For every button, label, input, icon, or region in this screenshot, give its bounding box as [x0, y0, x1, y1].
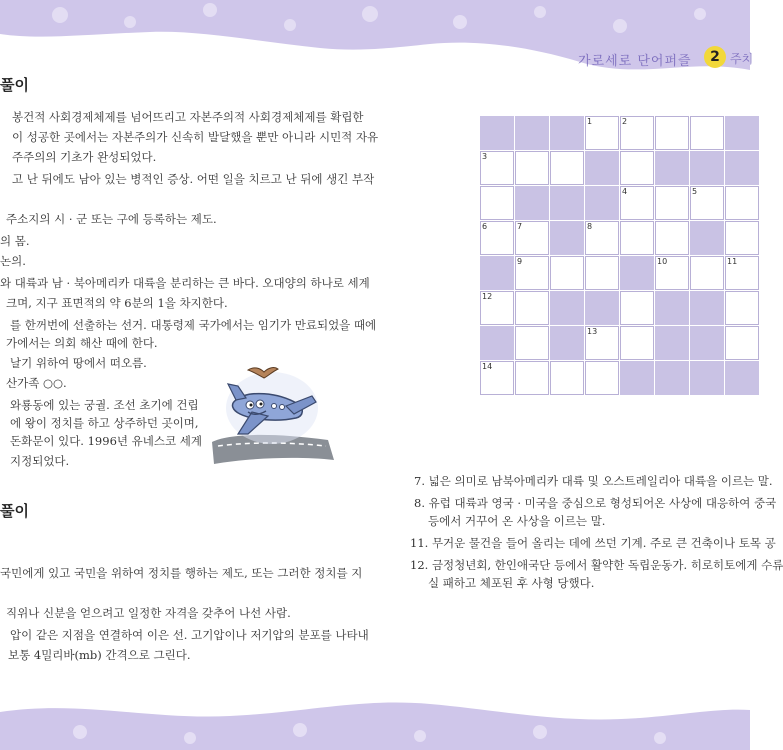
clue-line: 를 한꺼번에 선출하는 선거. 대통령제 국가에서는 임기가 만료되었을 때에 — [10, 318, 377, 332]
clue-line: 의 몸. — [0, 234, 30, 248]
clue-line: 12. 금정청년회, 한인애국단 등에서 활약한 독립운동가. 히로히토에게 수류 — [410, 558, 783, 572]
crossword-cell[interactable] — [550, 361, 584, 395]
crossword-cell — [690, 326, 724, 360]
clue-number: 1 — [587, 117, 593, 126]
bottom-banner — [0, 690, 750, 750]
crossword-cell[interactable] — [515, 221, 549, 255]
crossword-cell[interactable] — [550, 151, 584, 185]
crossword-cell — [620, 361, 654, 395]
crossword-cell — [690, 361, 724, 395]
clue-line: 와룡동에 있는 궁궐. 조선 초기에 건립 — [10, 398, 199, 412]
clue-number: 9 — [517, 257, 523, 266]
crossword-cell[interactable] — [585, 221, 619, 255]
chapter-title-tail: 주치 — [730, 52, 754, 66]
clue-line: 11. 무거운 물건을 들어 올리는 데에 쓰던 기계. 주로 큰 건축이나 토목 공 — [410, 536, 776, 550]
clue-line: 지정되었다. — [10, 454, 70, 468]
clue-number: 2 — [622, 117, 628, 126]
crossword-cell — [550, 186, 584, 220]
clue-number: 3 — [482, 152, 488, 161]
crossword-cell — [585, 151, 619, 185]
airplane-and-bird-illustration — [208, 360, 338, 468]
clue-line: 산가족 ○○. — [6, 376, 67, 390]
clue-line: 8. 유럽 대륙과 영국 · 미국을 중심으로 형성되어온 사상에 대응하여 중국 — [414, 496, 777, 510]
crossword-cell — [725, 151, 759, 185]
down-section-heading: 풀이 — [0, 502, 29, 520]
clue-line: 이 성공한 곳에서는 자본주의가 신속히 발달했을 뿐만 아니라 시민적 자유 — [12, 130, 379, 144]
crossword-cell — [480, 256, 514, 290]
crossword-cell — [690, 151, 724, 185]
crossword-cell — [655, 326, 689, 360]
crossword-cell[interactable] — [585, 326, 619, 360]
crossword-cell[interactable] — [725, 326, 759, 360]
clue-line: 크며, 지구 표면적의 약 6분의 1을 차지한다. — [6, 296, 228, 310]
crossword-cell[interactable] — [655, 221, 689, 255]
crossword-cell[interactable] — [655, 256, 689, 290]
crossword-cell[interactable] — [515, 151, 549, 185]
crossword-cell[interactable] — [585, 116, 619, 150]
crossword-cell[interactable] — [725, 291, 759, 325]
crossword-cell[interactable] — [690, 256, 724, 290]
crossword-cell[interactable] — [725, 256, 759, 290]
clue-number: 11 — [727, 257, 738, 266]
clue-line: 논의. — [0, 254, 26, 268]
crossword-cell[interactable] — [725, 186, 759, 220]
clue-line: 등에서 거꾸어 온 사상을 이르는 말. — [428, 514, 606, 528]
top-banner — [0, 0, 750, 90]
chapter-number-badge: 2 — [704, 46, 726, 68]
clue-number: 10 — [657, 257, 668, 266]
crossword-cell[interactable] — [480, 151, 514, 185]
crossword-cell[interactable] — [725, 221, 759, 255]
crossword-cell[interactable] — [620, 221, 654, 255]
clue-line: 직위나 신분을 얻으려고 일정한 자격을 갖추어 나선 사람. — [6, 606, 291, 620]
clue-number: 13 — [587, 327, 598, 336]
crossword-cell[interactable] — [620, 186, 654, 220]
crossword-cell — [550, 291, 584, 325]
crossword-cell — [550, 116, 584, 150]
crossword-cell[interactable] — [515, 291, 549, 325]
crossword-cell — [480, 116, 514, 150]
clue-line: 고 난 뒤에도 남아 있는 병적인 증상. 어떤 일을 치르고 난 뒤에 생긴 부작 — [12, 172, 375, 186]
crossword-cell[interactable] — [585, 256, 619, 290]
clue-number: 5 — [692, 187, 698, 196]
crossword-cell — [690, 291, 724, 325]
crossword-cell — [585, 186, 619, 220]
crossword-cell[interactable] — [620, 291, 654, 325]
crossword-cell[interactable] — [480, 361, 514, 395]
clue-line: 7. 넓은 의미로 남북아메리카 대륙 및 오스트레일리아 대륙을 이르는 말. — [414, 474, 773, 488]
clue-number: 6 — [482, 222, 488, 231]
clue-line: 돈화문이 있다. 1996년 유네스코 세계 — [10, 434, 202, 448]
crossword-cell[interactable] — [585, 361, 619, 395]
crossword-cell — [655, 361, 689, 395]
clue-line: 날기 위하여 땅에서 떠오름. — [10, 356, 147, 370]
crossword-cell — [550, 221, 584, 255]
across-section-heading: 풀이 — [0, 76, 29, 94]
clue-line: 주소지의 시 · 군 또는 구에 등록하는 제도. — [6, 212, 217, 226]
crossword-cell — [620, 256, 654, 290]
clue-number: 14 — [482, 362, 493, 371]
crossword-cell[interactable] — [690, 186, 724, 220]
crossword-cell[interactable] — [550, 256, 584, 290]
crossword-cell[interactable] — [620, 326, 654, 360]
crossword-cell — [690, 221, 724, 255]
crossword-cell[interactable] — [620, 151, 654, 185]
crossword-cell — [585, 291, 619, 325]
clue-number: 12 — [482, 292, 493, 301]
crossword-cell — [655, 291, 689, 325]
crossword-cell[interactable] — [655, 186, 689, 220]
crossword-cell — [655, 151, 689, 185]
crossword-cell — [725, 116, 759, 150]
clue-line: 국민에게 있고 국민을 위하여 정치를 행하는 제도, 또는 그러한 정치를 지 — [0, 566, 363, 580]
clue-line: 주주의의 기초가 완성되었다. — [12, 150, 157, 164]
chapter-title: 가로세로 단어퍼즐 — [578, 54, 692, 69]
crossword-cell[interactable] — [515, 256, 549, 290]
clue-line: 압이 같은 지점을 연결하여 이은 선. 고기압이나 저기압의 분포를 나타내 — [10, 628, 369, 642]
crossword-cell[interactable] — [515, 326, 549, 360]
crossword-cell[interactable] — [480, 291, 514, 325]
clue-number: 8 — [587, 222, 593, 231]
clue-line: 보통 4밀리바(mb) 간격으로 그린다. — [8, 648, 191, 662]
crossword-cell — [480, 326, 514, 360]
crossword-cell — [725, 361, 759, 395]
clue-number: 4 — [622, 187, 628, 196]
crossword-cell[interactable] — [620, 116, 654, 150]
crossword-cell[interactable] — [480, 186, 514, 220]
clue-line: 에 왕이 정치를 하고 상주하던 곳이며, — [10, 416, 199, 430]
crossword-cell[interactable] — [690, 116, 724, 150]
crossword-cell — [515, 186, 549, 220]
clue-line: 와 대륙과 남 · 북아메리카 대륙을 분리하는 큰 바다. 오대양의 하나로 세계 — [0, 276, 370, 290]
crossword-cell — [550, 326, 584, 360]
crossword-cell[interactable] — [515, 361, 549, 395]
clue-line: 봉건적 사회경제체제를 넘어뜨리고 자본주의적 사회경제체제를 확립한 — [12, 110, 364, 124]
clue-number: 7 — [517, 222, 523, 231]
clue-line: 실 패하고 체포된 후 사형 당했다. — [428, 576, 595, 590]
crossword-cell — [515, 116, 549, 150]
crossword-cell[interactable] — [655, 116, 689, 150]
crossword-cell[interactable] — [480, 221, 514, 255]
clue-line: 가에서는 의회 해산 때에 한다. — [6, 336, 158, 350]
